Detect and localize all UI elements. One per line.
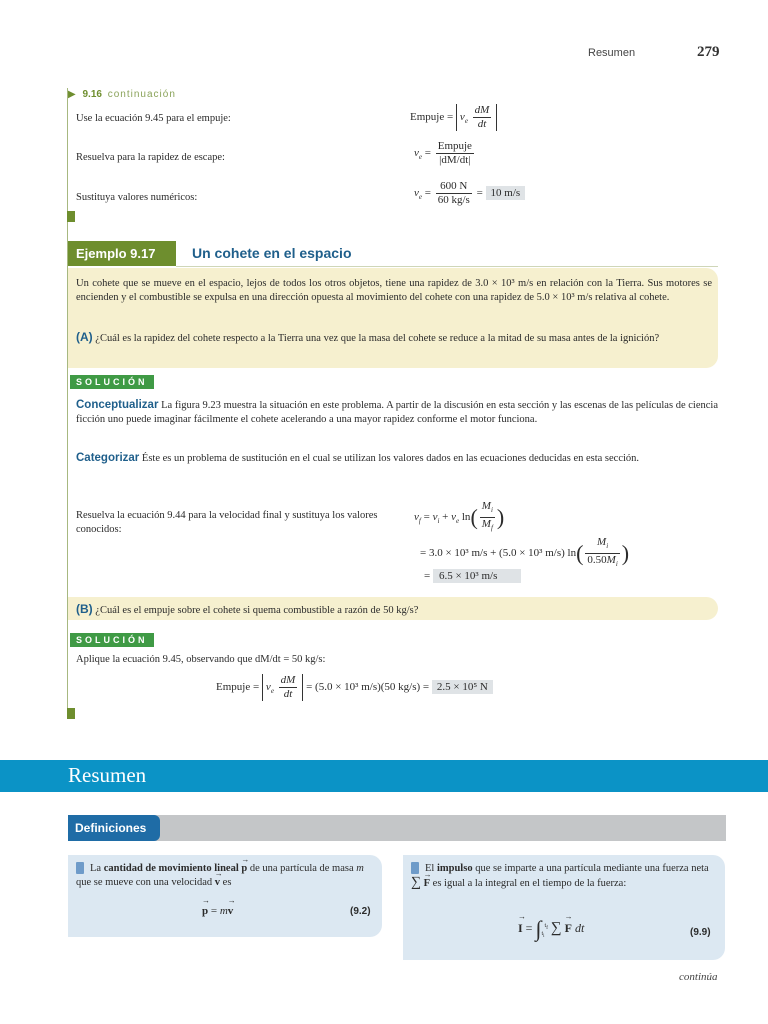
vf-equation-line1: $v_f = v_i + v_e$ ln( $\frac{M_i}{M_f}$ ) bbox=[414, 500, 505, 533]
running-header-section: Resumen bbox=[588, 47, 636, 59]
solve-instruction: Resuelva la ecuación 9.44 para la velocidad final y sustituya los valores conocidos: bbox=[76, 510, 378, 535]
continuation-number: 9.16 bbox=[82, 89, 102, 100]
conceptualize-head: Conceptualizar bbox=[76, 399, 159, 411]
box1-bold: cantidad de movimiento lineal bbox=[103, 863, 239, 874]
continuation-row-1-equation: Empuje = $v_e$ $\frac{dM}{dt}$ bbox=[410, 104, 497, 131]
box2-bold: impulso bbox=[436, 863, 473, 874]
continuation-row-3-equation: $v_e$ = $\frac{600 N}{60 kg/s}$ = 10 m/s bbox=[414, 180, 525, 207]
example-statement: Un cohete que se mueve en el espacio, lejos de todos los otros objetos, tiene una rapidez de 3.0 × 10³ m/s en relación con la Tierra. Sus motores se encienden y el combustible se expulsa en una dirección opuesta al movimiento del cohete con una rapidez de 5.0 × 10³ m/s relativa al cohete. bbox=[76, 278, 712, 303]
solution-label-b: SOLUCIÓN bbox=[70, 633, 154, 647]
categorize-paragraph bbox=[76, 451, 718, 466]
vf-result: 6.5 × 10³ m/s bbox=[433, 569, 521, 583]
box2-pre: El bbox=[425, 863, 435, 874]
part-b-label: (B) bbox=[76, 602, 93, 616]
eq3-result: 10 m/s bbox=[486, 186, 526, 200]
eq3-numerator: 600 N bbox=[436, 180, 472, 194]
continuation-row-2-text: Resuelva para la rapidez de escape: bbox=[76, 152, 225, 163]
continues-note: continúa bbox=[679, 971, 718, 983]
example-title: Un cohete en el espacio bbox=[192, 245, 352, 261]
box1-end: es bbox=[222, 877, 232, 888]
conceptualize-text: La figura 9.23 muestra la situación en este problema. A partir de la discusión en esta sección y las escenas de las películas de ciencia ficción uno puede imaginar fácilmente el cohete acelerando a una mayor rapidez conforme el motor funciona. bbox=[76, 400, 718, 425]
part-b-question bbox=[76, 602, 418, 618]
continuation-row-1-text: Use la ecuación 9.45 para el empuje: bbox=[76, 113, 231, 124]
momentum-equation-number: (9.2) bbox=[350, 906, 371, 917]
eq2-denominator: |dM/dt| bbox=[439, 154, 471, 166]
momentum-definition-text: La cantidad de movimiento lineal → p de una partícula de masa m que se mueve con una velocidad → v es bbox=[76, 862, 376, 890]
definitions-bar bbox=[68, 815, 726, 841]
summary-banner-title: Resumen bbox=[68, 763, 147, 787]
categorize-text: Éste es un problema de sustitución en el cual se utilizan los valores dados en las ecuaciones deducidas en esta sección. bbox=[141, 453, 640, 464]
box1-mid: de una partícula de masa bbox=[249, 863, 354, 874]
part-a-question bbox=[76, 330, 712, 346]
box1-m: m bbox=[356, 863, 364, 874]
solution-label-a: SOLUCIÓN bbox=[70, 375, 154, 389]
empuje-eq-mid: = (5.0 × 10³ m/s)(50 kg/s) = bbox=[306, 681, 430, 694]
continuation-label: continuación bbox=[107, 89, 176, 100]
end-marker bbox=[67, 211, 75, 222]
continuation-row-3-text: Sustituya valores numéricos: bbox=[76, 192, 198, 203]
part-b-text: ¿Cuál es el empuje sobre el cohete si quema combustible a razón de 50 kg/s? bbox=[95, 605, 419, 616]
box1-pre: La bbox=[90, 863, 102, 874]
continuation-header bbox=[68, 89, 176, 100]
play-triangle-icon: ▶ bbox=[68, 89, 76, 100]
definitions-tab: Definiciones bbox=[68, 815, 160, 841]
box1-post: que se mueve con una velocidad bbox=[76, 877, 213, 888]
eq3-denominator: 60 kg/s bbox=[437, 194, 470, 206]
empuje-equation: Empuje = $v_e$ $\frac{dM}{dt}$ = (5.0 × 10³ m/s)(50 kg/s) = 2.5 × 10⁵ N bbox=[216, 674, 493, 701]
empuje-result: 2.5 × 10⁵ N bbox=[432, 680, 493, 694]
vf-equation-line2-text: = 3.0 × 10³ m/s + (5.0 × 10³ m/s) ln bbox=[420, 547, 577, 560]
impulse-definition-text: El impulso que se imparte a una partícula mediante una fuerza neta ∑ → F es igual a la integral en el tiempo de la fuerza: bbox=[411, 862, 717, 891]
page-number: 279 bbox=[697, 44, 720, 60]
margin-rule bbox=[67, 88, 68, 718]
vf-equation-line3: = 6.5 × 10³ m/s bbox=[424, 570, 521, 582]
impulse-equation: → $I = \int_{t_i}^{t_f}$ ∑ → F dt bbox=[518, 916, 584, 942]
part-a-label: (A) bbox=[76, 330, 93, 344]
conceptualize-paragraph bbox=[76, 398, 718, 427]
continuation-row-2-equation: $v_e$ = $\frac{\text{Empuje}}{|dM/dt|}$ bbox=[414, 140, 472, 166]
impulse-equation-number: (9.9) bbox=[690, 927, 711, 938]
empuje-label: Empuje = bbox=[410, 111, 454, 124]
apply-instruction: Aplique la ecuación 9.45, observando que dM/dt = 50 kg/s: bbox=[76, 654, 326, 665]
momentum-equation: → p = m→ v bbox=[202, 905, 233, 917]
example-title-rule bbox=[176, 266, 718, 267]
categorize-head: Categorizar bbox=[76, 452, 140, 464]
part-a-text: ¿Cuál es la rapidez del cohete respecto a la Tierra una vez que la masa del cohete se reduce a la mitad de su masa antes de la ignición? bbox=[95, 333, 660, 344]
box2-post: que se imparte a una partícula mediante una fuerza neta bbox=[475, 863, 709, 874]
eq2-numerator: Empuje bbox=[437, 140, 472, 152]
box2-post2: es igual a la integral en el tiempo de la fuerza: bbox=[432, 878, 627, 889]
vf-equation-line2: = 3.0 × 10³ m/s + (5.0 × 10³ m/s) ln( $\frac{M_i}{0.50M_i}$ ) bbox=[420, 536, 630, 569]
empuje-eq-label: Empuje = bbox=[216, 681, 260, 694]
example-tag: Ejemplo 9.17 bbox=[68, 241, 176, 266]
end-marker-2 bbox=[67, 708, 75, 719]
